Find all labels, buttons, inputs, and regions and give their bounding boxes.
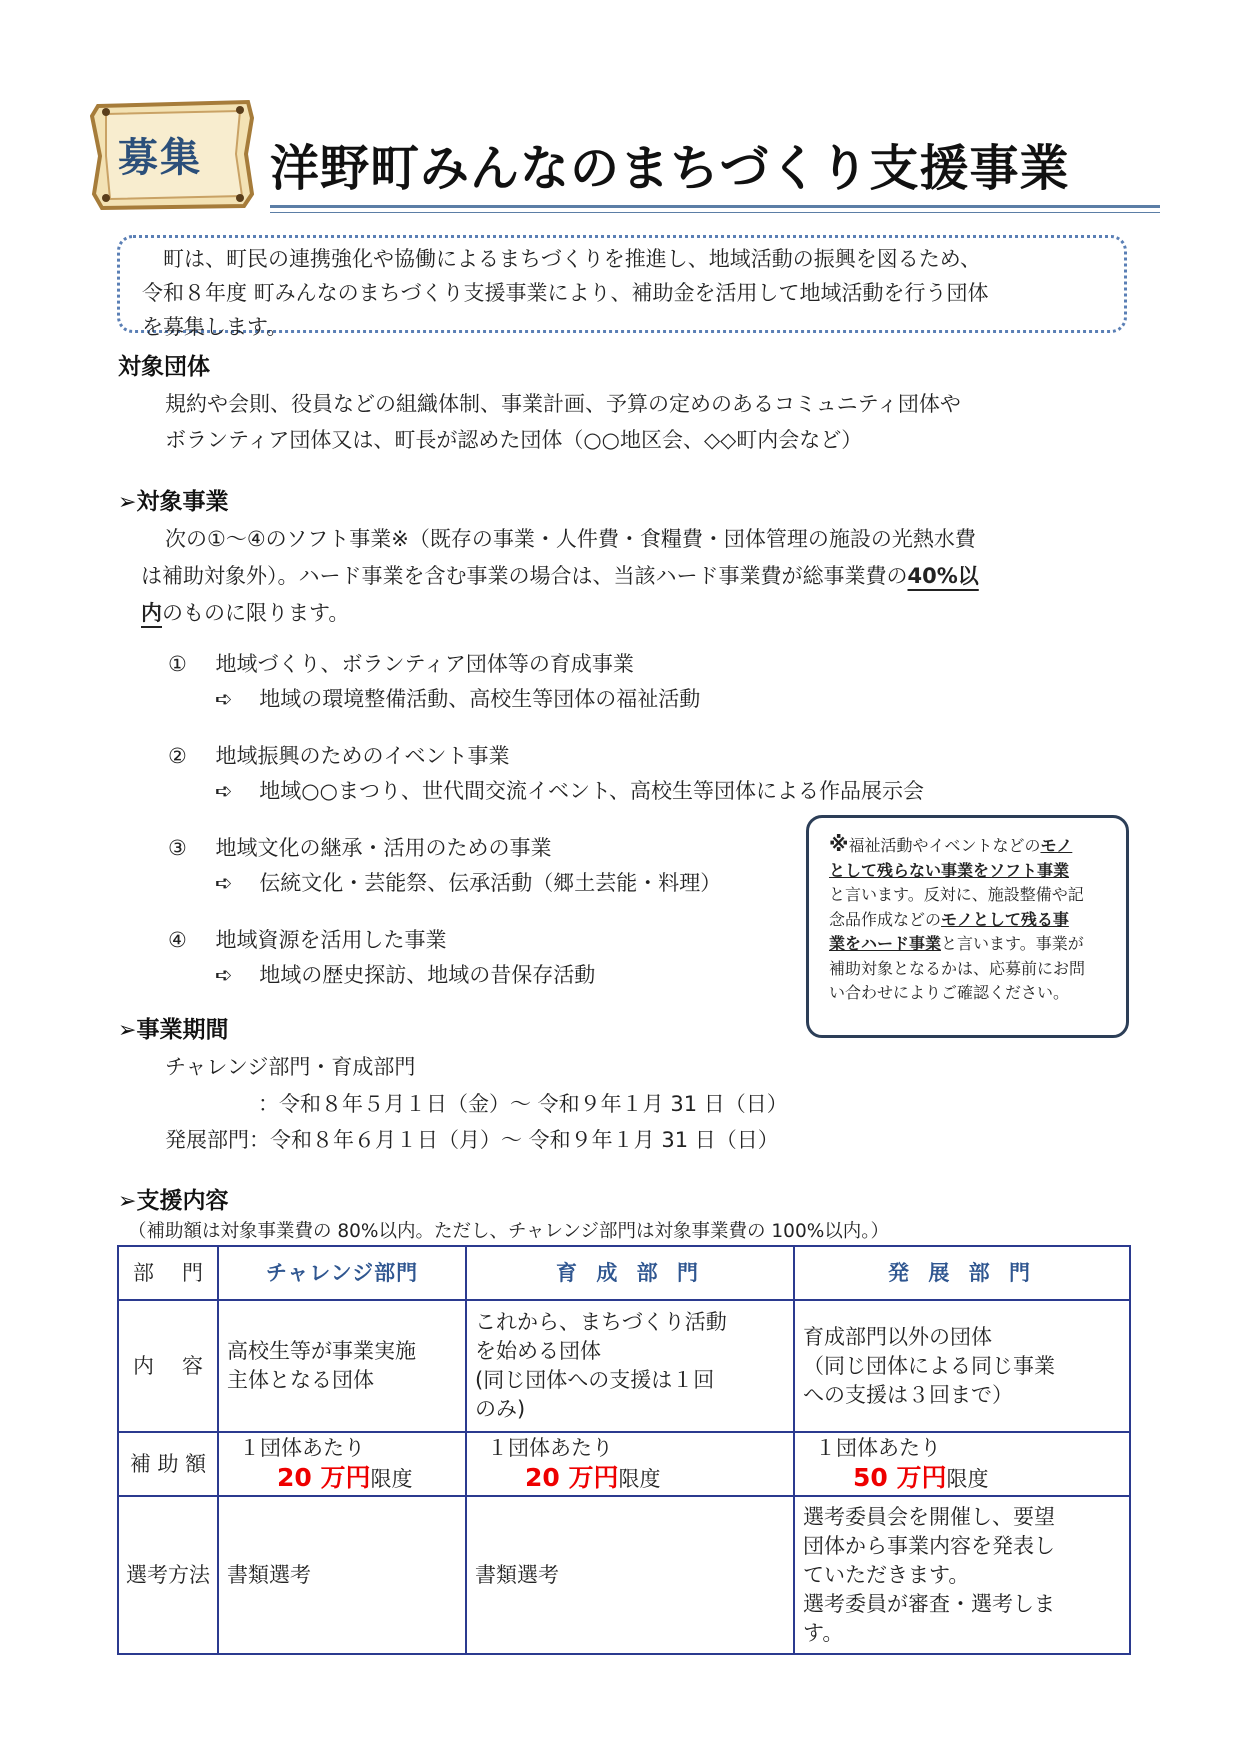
row-label-amount: 補 助 額 xyxy=(118,1432,218,1496)
note-mark: ※ xyxy=(829,832,849,856)
intro-box xyxy=(117,235,1127,339)
hollow-arrow-icon: ➪ xyxy=(215,871,233,895)
limit-highlight: 40%以 xyxy=(907,564,979,588)
support-heading: ➢支援内容 xyxy=(118,1188,229,1214)
amount-value: 50 万円 xyxy=(853,1463,947,1492)
content-cell: 高校生等が事業実施 主体となる団体 xyxy=(218,1300,466,1432)
item-number: ④ xyxy=(168,928,187,952)
table-header-row xyxy=(118,1246,1130,1300)
arrow-bullet-icon: ➢ xyxy=(118,1189,137,1214)
row-label-method: 選考方法 xyxy=(118,1496,218,1654)
project-example: ➪ 地域○○まつり、世代間交流イベント、高校生等団体による作品展示会 xyxy=(215,779,925,803)
arrow-bullet-icon: ➢ xyxy=(118,490,137,515)
hollow-arrow-icon: ➪ xyxy=(215,779,233,803)
item-number: ③ xyxy=(168,836,187,860)
target-group-heading: 対象団体 xyxy=(118,354,210,380)
amount-cell: １団体あたり 20 万円限度 xyxy=(218,1432,466,1496)
item-number: ① xyxy=(168,652,187,676)
arrow-bullet-icon: ➢ xyxy=(118,1018,137,1043)
table-row-method xyxy=(118,1496,1130,1654)
project-item: ③ 地域文化の継承・活用のための事業 xyxy=(168,836,552,860)
recruit-signboard xyxy=(90,98,256,211)
method-cell: 書類選考 xyxy=(218,1496,466,1654)
row-label-content: 内 容 xyxy=(118,1300,218,1432)
table-row-amount xyxy=(118,1432,1130,1496)
page-title: 洋野町みんなのまちづくり支援事業 xyxy=(270,140,1070,197)
support-note: （補助額は対象事業費の 80%以内。ただし、チャレンジ部門は対象事業費の 100%以内。） xyxy=(128,1221,890,1242)
intro-line: 令和８年度 町みんなのまちづくり支援事業により、補助金を活用して地域活動を行う団体 xyxy=(142,281,989,305)
method-cell: 選考委員会を開催し、要望 団体から事業内容を発表し ていただきます。 選考委員が審査・選考しま す。 xyxy=(794,1496,1130,1654)
method-cell: 書類選考 xyxy=(466,1496,794,1654)
project-item: ② 地域振興のためのイベント事業 xyxy=(168,744,510,768)
amount-cell: １団体あたり 20 万円限度 xyxy=(466,1432,794,1496)
period-heading: ➢事業期間 xyxy=(118,1017,229,1043)
target-projects-heading: ➢対象事業 xyxy=(118,489,229,515)
title-underline-thin xyxy=(270,212,1160,213)
recruit-badge: 募集 xyxy=(118,135,202,181)
project-item: ① 地域づくり、ボランティア団体等の育成事業 xyxy=(168,652,634,676)
item-number: ② xyxy=(168,744,187,768)
target-group-line: ボランティア団体又は、町長が認めた団体（○○地区会、◇◇町内会など） xyxy=(165,428,863,452)
title-underline xyxy=(270,205,1160,208)
table-row-content xyxy=(118,1300,1130,1432)
column-challenge: チャレンジ部門 xyxy=(218,1246,466,1300)
period-line: 発展部門：令和８年６月１日（月）～ 令和９年１月 31 日（日） xyxy=(165,1128,779,1152)
project-example: ➪ 地域の歴史探訪、地域の昔保存活動 xyxy=(215,963,596,987)
hollow-arrow-icon: ➪ xyxy=(215,963,233,987)
amount-cell: １団体あたり 50 万円限度 xyxy=(794,1432,1130,1496)
content-cell: これから、まちづくり活動 を始める団体 (同じ団体への支援は１回 のみ) xyxy=(466,1300,794,1432)
period-line: ：令和８年５月１日（金）～ 令和９年１月 31 日（日） xyxy=(258,1092,788,1116)
target-projects-line: 次の①～④のソフト事業※（既存の事業・人件費・食糧費・団体管理の施設の光熱水費 xyxy=(165,527,976,551)
row-label-dept: 部 門 xyxy=(118,1246,218,1300)
support-table xyxy=(117,1245,1131,1655)
project-item: ④ 地域資源を活用した事業 xyxy=(168,928,447,952)
content-cell: 育成部門以外の団体 （同じ団体による同じ事業 への支援は３回まで） xyxy=(794,1300,1130,1432)
target-group-line: 規約や会則、役員などの組織体制、事業計画、予算の定めのあるコミュニティ団体や xyxy=(165,392,961,416)
intro-line: を募集します。 xyxy=(142,315,288,339)
intro-line: 町は、町民の連携強化や協働によるまちづくりを推進し、地域活動の振興を図るため、 xyxy=(142,247,981,271)
soft-hard-note: ※福祉活動やイベントなどのモノ として残らない事業をソフト事業 と言います。反対に、施設整備や記 念品作成などのモノとして残る事 業をハード事業と言います。事業が 補助対象となるかは、応募前にお問 い合わせによりご確認ください。 xyxy=(806,815,1129,1038)
hollow-arrow-icon: ➪ xyxy=(215,687,233,711)
period-line: チャレンジ部門・育成部門 xyxy=(165,1055,416,1079)
amount-value: 20 万円 xyxy=(525,1463,619,1492)
column-development: 発 展 部 門 xyxy=(794,1246,1130,1300)
column-growth: 育 成 部 門 xyxy=(466,1246,794,1300)
project-example: ➪ 地域の環境整備活動、高校生等団体の福祉活動 xyxy=(215,687,701,711)
limit-highlight: 内 xyxy=(141,601,162,625)
project-example: ➪ 伝統文化・芸能祭、伝承活動（郷土芸能・料理） xyxy=(215,871,722,895)
target-projects-line: は補助対象外）。ハード事業を含む事業の場合は、当該ハード事業費が総事業費の40%以 xyxy=(141,564,979,588)
target-projects-line: 内のものに限ります。 xyxy=(141,601,350,625)
amount-value: 20 万円 xyxy=(277,1463,371,1492)
